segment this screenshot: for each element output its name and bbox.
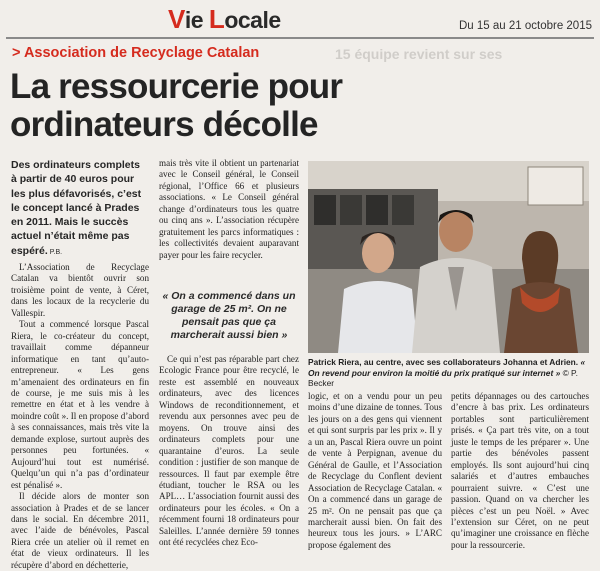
- article-kicker: > Association de Recyclage Catalan: [12, 45, 260, 61]
- article-column-1: [11, 262, 149, 571]
- photo-illustration: [308, 161, 589, 353]
- article-column-3: [308, 391, 442, 551]
- paragraph: Il décide alors de monter son association à Prades et de se lancer dans le social. En décembre 2011, avec l’aide de bénévoles, Pascal Riera crée un atelier où il remet en état de vieux ordinateurs. Il les récupère d’abord en déchetterie,: [11, 491, 149, 570]
- lead-signature: P.B.: [49, 248, 63, 256]
- article-photo: [308, 161, 589, 353]
- paragraph: mais très vite il obtient un partenariat avec le Conseil général, le Conseil régional, l’Office 66 et plusieurs associations. « Le Conseil général change d’ordinateurs tous les quatre ou cinq ans ». L’association récupère gratuitement les parcs informatiques : les collectivités devaient auparavant payer pour les faire recycler.: [159, 158, 299, 260]
- article-column-2-top: [159, 158, 299, 261]
- bleed-through-text: 15 équipe revient sur ses: [335, 46, 503, 62]
- paragraph: petits dépannages ou des cartouches d’encre à bas prix. Les ordinateurs portables sont particulièrement prisés. « Ça part très vite, on a tout juste le temps de les préparer ». Une partie des bénévoles passent employés. Ils sont aujourd’hui cinq salariés et d’autres embauches pourraient suivre. « C’est une passion. Quand on va chercher les pièces c’est un peu Noël. » Avec l’extension sur Céret, on ne peut qu’imaginer une croissance en flèche pour la ressourcerie.: [451, 391, 589, 550]
- caption-quote: « On revend pour environ la moitié du prix pratiqué sur internet »: [308, 357, 586, 378]
- paragraph: logic, et on a vendu pour un peu moins d’une dizaine de tonnes. Tous les jours on a des gens qui viennent et qui sont surpris par les prix ». Il y a un an, Pascal Riera ouvre un point de vente à Perpignan, avenue du Général de Gaulle, et l’Association de Recyclage du Conflent devient Association de Recyclage Catalan. « On a commencé dans un garage de 25 m². On ne pensait pas que ça marcherait aussi bien. On fait des heureux tous les jours. » L’ARC propose également des: [308, 391, 442, 550]
- photo-caption: [308, 357, 589, 389]
- header-rule: [6, 37, 594, 39]
- article-column-4: [451, 391, 589, 551]
- paragraph: L’Association de Recyclage Catalan va bientôt ouvrir son troisième point de vente, à Céret, dans les locaux de la recyclerie du Vallespir.: [11, 262, 149, 318]
- lead-text: Des ordinateurs complets à partir de 40 euros pour les plus défavorisés, c’est le concept lancé à Prades en 2011. Mais le succès actuel n’était même pas espéré.: [11, 159, 142, 257]
- section-title: Vie Locale: [168, 4, 281, 34]
- photo-credit: © P. Becker: [308, 367, 578, 389]
- issue-date: Du 15 au 21 octobre 2015: [459, 20, 592, 32]
- paragraph: Ce qui n’est pas réparable part chez Ecologic France pour être recyclé, le reste est assemblé en nouveaux ordinateurs, avec des licences Windows de reconditionnement, et revendu aux personnes avec peu de moyens. On trouve ainsi des ordinateurs complets pour une quarantaine d’euros. La seule condition : justifier de son manque de ressources. Il faut par exemple être étudiant, toucher le RSA ou les APL… L’association fournit aussi des ordinateurs pour les écoles. « On a récemment fourni 18 ordinateurs pour Saleilles. L’année dernière 59 tonnes ont été recyclées chez Eco-: [159, 354, 299, 548]
- article-column-2-bottom: [159, 354, 299, 549]
- pull-quote: « On a commencé dans un garage de 25 m². On ne pensait pas que ça marcherait aussi bien »: [162, 290, 296, 341]
- paragraph: Tout a commencé lorsque Pascal Riera, le co-créateur du concept, travaillait comme dépanneur informatique en tant qu’auto-entrepreneur. « Les gens m’amenaient des ordinateurs en fin de course, je me suis mis à les remettre en état et à les vendre à moindre coût ». Il en propose d’abord à ses connaissances, mais très vite la demande explose, surtout auprès des personnes peu fortunées. « Aujourd’hui tout est numérisé. Quelqu’un qui n’a pas d’ordinateur est pénalisé ».: [11, 319, 149, 490]
- article-headline: La ressourcerie pour ordinateurs décolle: [10, 67, 343, 144]
- article-lead: [11, 158, 147, 260]
- caption-bold: Patrick Riera, au centre, avec ses collaborateurs Johanna et Adrien.: [308, 357, 579, 367]
